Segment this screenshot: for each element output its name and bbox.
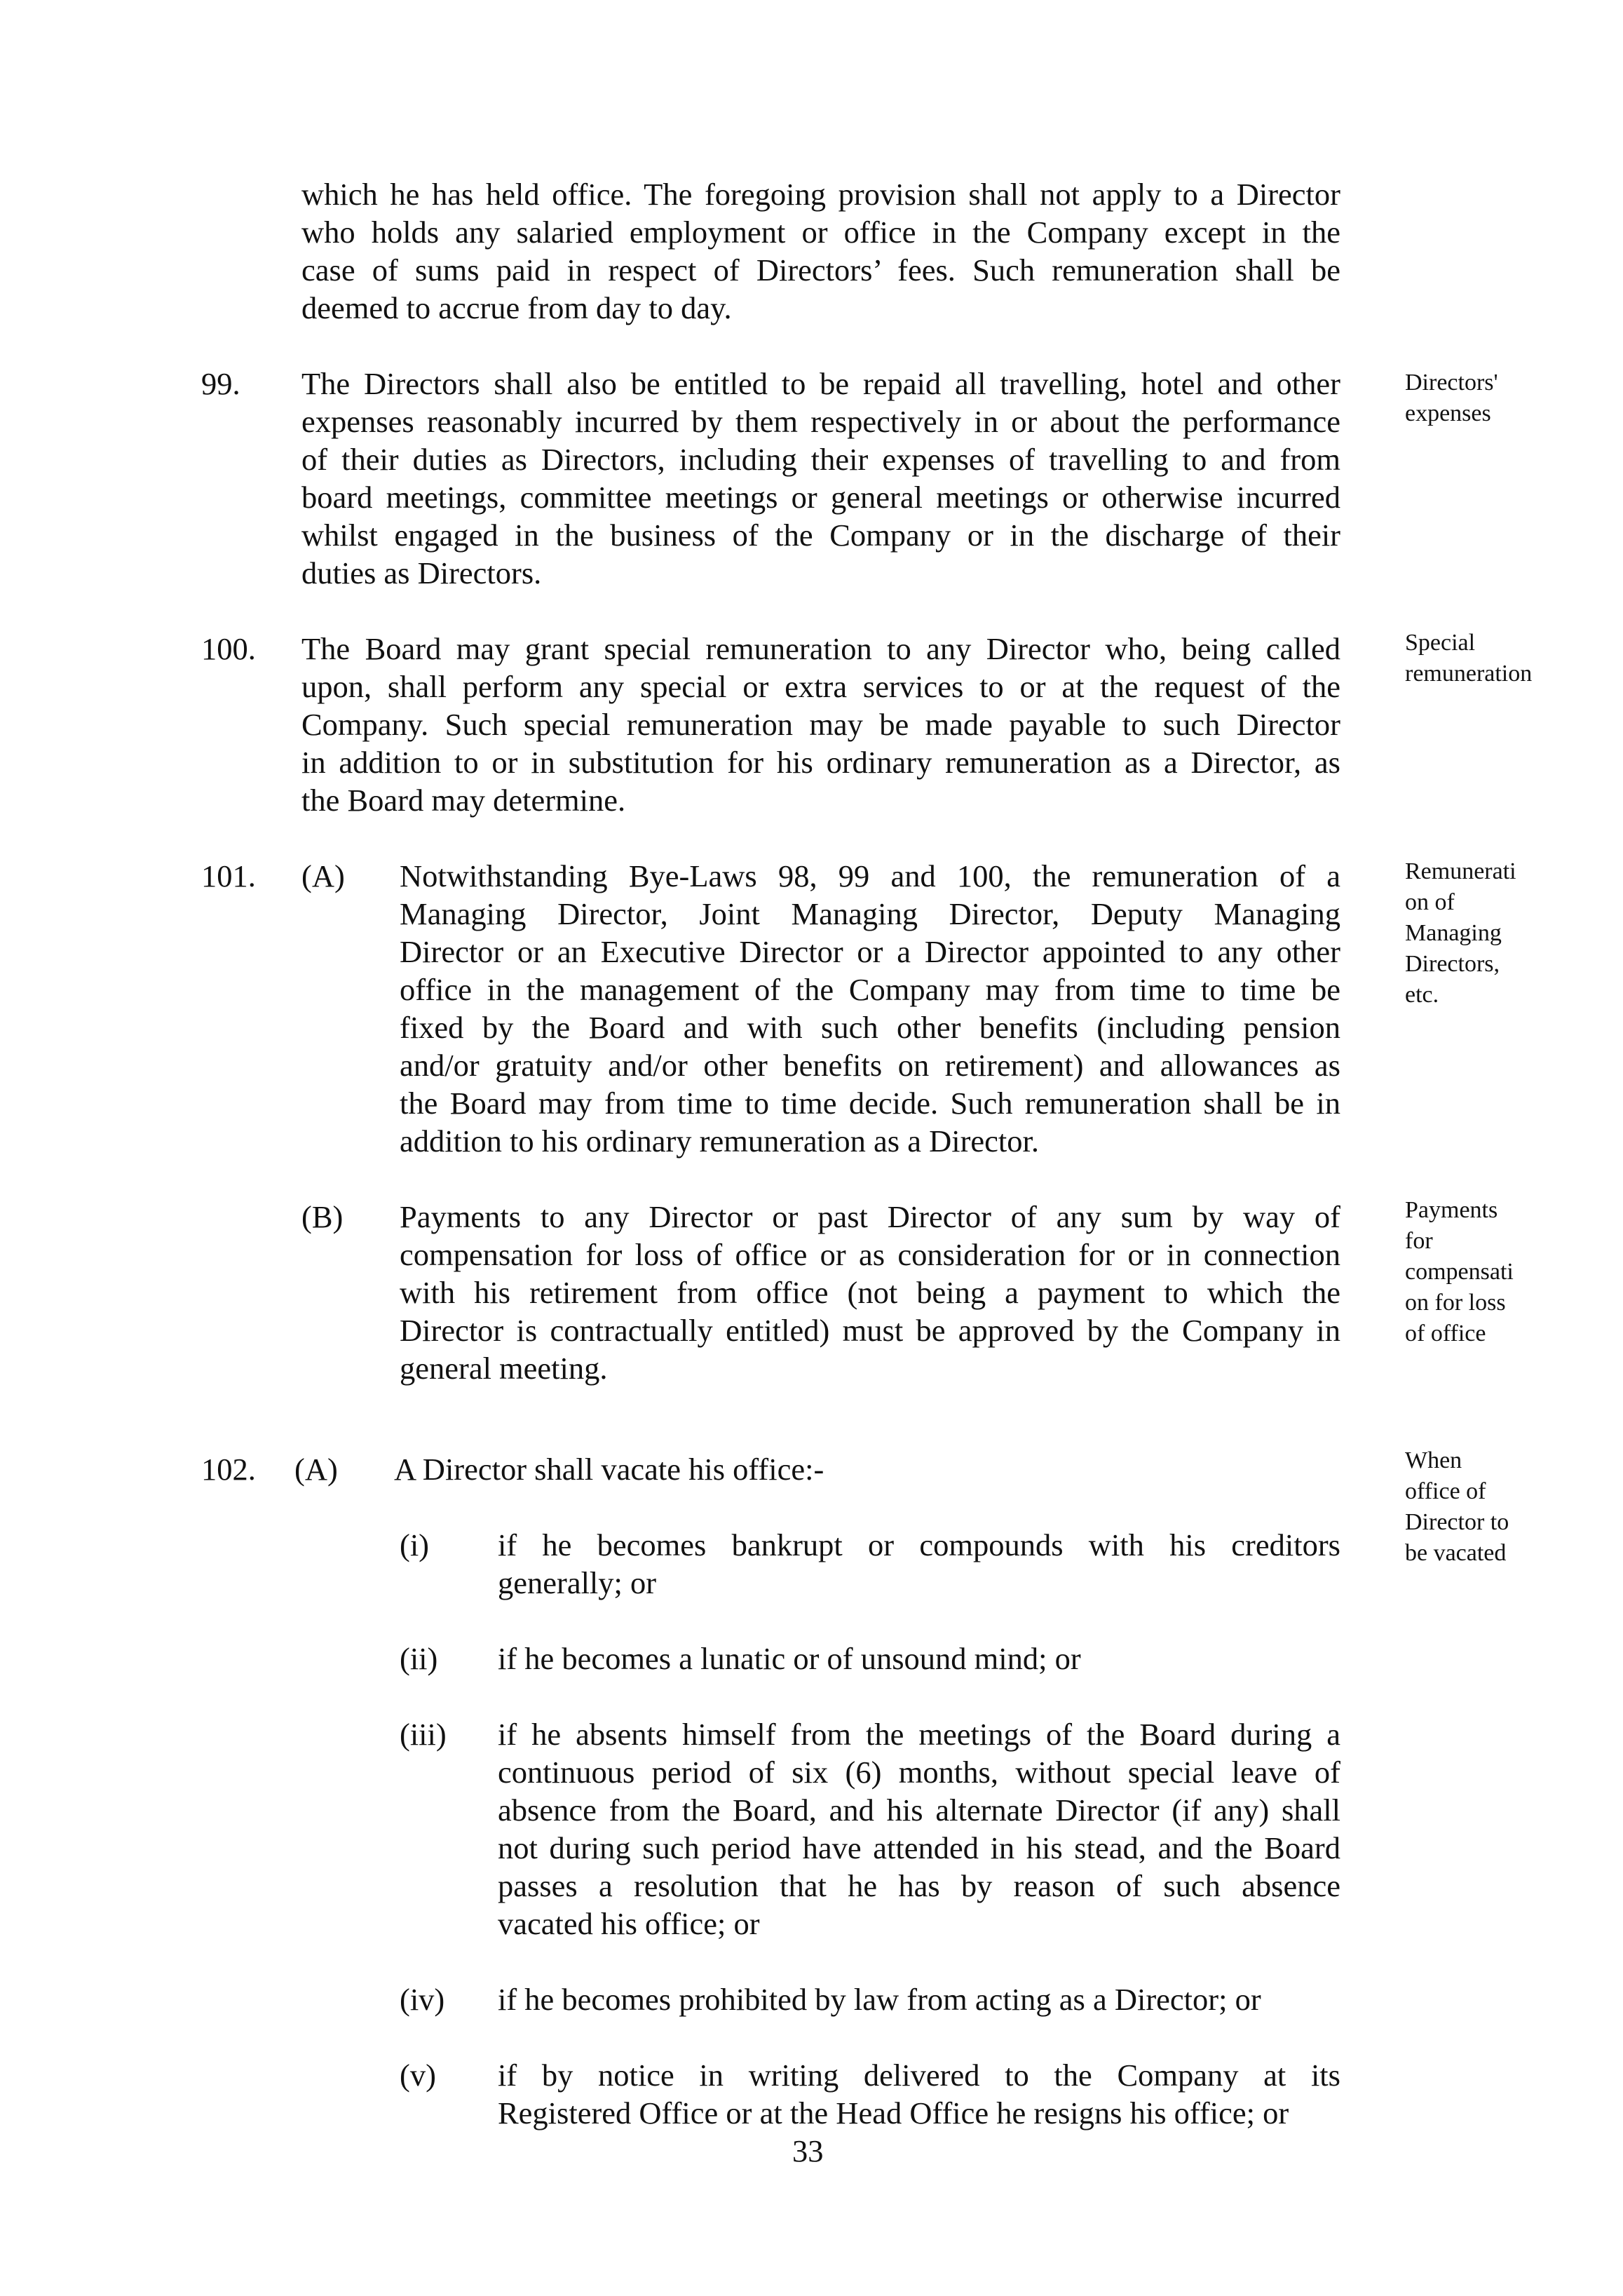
- margin-note-line: on for loss: [1405, 1290, 1506, 1316]
- margin-note-line: Directors': [1405, 370, 1498, 396]
- text-line: if he becomes bankrupt or compounds with his creditors: [498, 1527, 1340, 1562]
- margin-note-line: remuneration: [1405, 661, 1533, 687]
- subclause-label: (B): [301, 1199, 344, 1234]
- text-line: absence from the Board, and his alternate Director (if any) shall: [498, 1792, 1340, 1828]
- item-label: (iii): [400, 1717, 447, 1752]
- text-line: passes a resolution that he has by reason of such absence: [498, 1868, 1340, 1903]
- text-line: Registered Office or at the Head Office he resigns his office; or: [498, 2095, 1289, 2130]
- margin-note-line: for: [1405, 1228, 1433, 1254]
- text-line: The Board may grant special remuneration to any Director who, being called: [301, 631, 1340, 666]
- page-number: 33: [792, 2133, 824, 2168]
- text-line: which he has held office. The foregoing provision shall not apply to a Director: [301, 177, 1340, 212]
- margin-note-line: expenses: [1405, 400, 1491, 426]
- text-line: compensation for loss of office or as consideration for or in connection: [400, 1237, 1340, 1272]
- text-line: Payments to any Director or past Director of any sum by way of: [400, 1199, 1340, 1234]
- text-line: case of sums paid in respect of Directors’ fees. Such remuneration shall be: [301, 252, 1340, 288]
- subclause-label: (A): [294, 1452, 338, 1487]
- text-line: whilst engaged in the business of the Company or in the discharge of their: [301, 518, 1340, 553]
- margin-note-line: be vacated: [1405, 1540, 1507, 1566]
- item-label: (v): [400, 2058, 436, 2093]
- clause-number: 100.: [201, 631, 256, 666]
- text-line: who holds any salaried employment or office in the Company except in the: [301, 215, 1340, 250]
- text-line: if he absents himself from the meetings of the Board during a: [498, 1717, 1340, 1752]
- margin-note-line: Director to: [1405, 1509, 1509, 1535]
- margin-note-line: office of: [1405, 1478, 1486, 1504]
- clause-number: 101.: [201, 858, 256, 893]
- text-line: expenses reasonably incurred by them respectively in or about the performance: [301, 404, 1340, 439]
- text-line: A Director shall vacate his office:-: [394, 1452, 824, 1487]
- text-line: and/or gratuity and/or other benefits on retirement) and allowances as: [400, 1048, 1340, 1083]
- item-label: (iv): [400, 1982, 445, 2017]
- item-label: (ii): [400, 1641, 438, 1676]
- text-line: generally; or: [498, 1565, 657, 1600]
- margin-note-line: Directors,: [1405, 951, 1500, 977]
- text-line: fixed by the Board and with such other benefits (including pension: [400, 1010, 1340, 1045]
- text-line: Notwithstanding Bye-Laws 98, 99 and 100, the remuneration of a: [400, 858, 1340, 893]
- margin-note-line: on of: [1405, 889, 1455, 915]
- text-line: if by notice in writing delivered to the Company at its: [498, 2058, 1340, 2093]
- text-line: not during such period have attended in his stead, and the Board: [498, 1830, 1340, 1865]
- text-line: Director is contractually entitled) must be approved by the Company in: [400, 1313, 1340, 1348]
- text-line: Managing Director, Joint Managing Director, Deputy Managing: [400, 896, 1340, 931]
- margin-note-line: Remunerati: [1405, 858, 1516, 884]
- margin-note-line: of office: [1405, 1321, 1486, 1346]
- text-line: of their duties as Directors, including their expenses of travelling to and from: [301, 442, 1340, 477]
- text-line: the Board may determine.: [301, 783, 626, 818]
- text-line: the Board may from time to time decide. Such remuneration shall be in: [400, 1086, 1340, 1121]
- text-line: general meeting.: [400, 1351, 608, 1386]
- text-line: board meetings, committee meetings or general meetings or otherwise incurred: [301, 480, 1340, 515]
- margin-note-line: Payments: [1405, 1197, 1498, 1223]
- margin-note-line: When: [1405, 1447, 1462, 1473]
- text-line: continuous period of six (6) months, without special leave of: [498, 1755, 1340, 1790]
- text-line: in addition to or in substitution for his ordinary remuneration as a Director, as: [301, 745, 1340, 780]
- margin-note-line: Special: [1405, 630, 1476, 656]
- text-line: office in the management of the Company may from time to time be: [400, 972, 1340, 1007]
- text-line: if he becomes prohibited by law from acting as a Director; or: [498, 1982, 1261, 2017]
- text-line: if he becomes a lunatic or of unsound mind; or: [498, 1641, 1081, 1676]
- margin-note-line: compensati: [1405, 1259, 1514, 1285]
- text-line: upon, shall perform any special or extra services to or at the request of the: [301, 669, 1340, 704]
- margin-note-line: etc.: [1405, 982, 1439, 1008]
- margin-note-line: Managing: [1405, 920, 1502, 946]
- clause-number: 99.: [201, 366, 240, 401]
- text-line: vacated his office; or: [498, 1906, 760, 1941]
- text-line: with his retirement from office (not being a payment to which the: [400, 1275, 1340, 1310]
- text-line: The Directors shall also be entitled to be repaid all travelling, hotel and other: [301, 366, 1340, 401]
- text-line: Director or an Executive Director or a Director appointed to any other: [400, 934, 1340, 969]
- text-line: deemed to accrue from day to day.: [301, 290, 732, 325]
- item-label: (i): [400, 1527, 430, 1562]
- text-line: addition to his ordinary remuneration as a Director.: [400, 1123, 1039, 1159]
- clause-number: 102.: [201, 1452, 256, 1487]
- text-line: duties as Directors.: [301, 555, 542, 590]
- subclause-label: (A): [301, 858, 345, 893]
- text-line: Company. Such special remuneration may be made payable to such Director: [301, 707, 1340, 742]
